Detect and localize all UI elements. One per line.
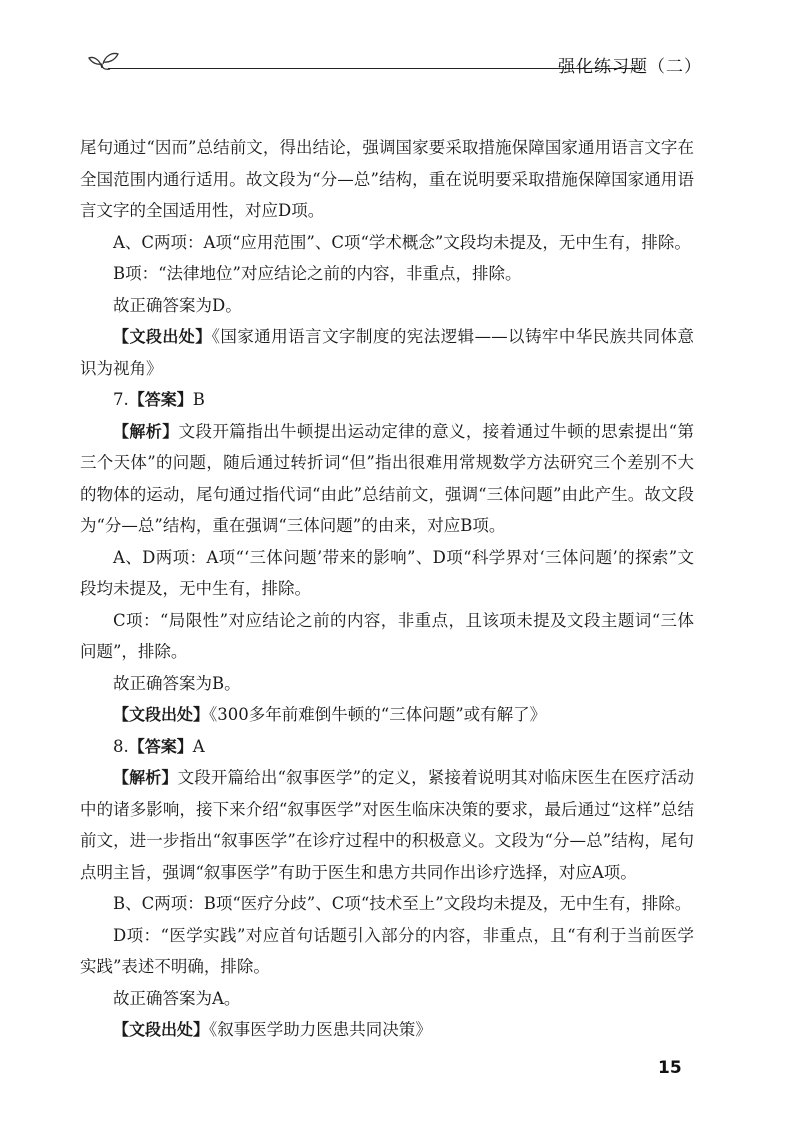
paragraph-text: A、D两项：A项“‘三体问题’带来的影响”、D项“科学界对‘三体问题’的探索”文段均未提及，无中生有，排除。 [80, 547, 694, 598]
running-header [88, 42, 702, 82]
paragraph [80, 227, 694, 259]
analysis-paragraph [80, 416, 694, 542]
paragraph-text: 文段开篇指出牛顿提出运动定律的意义，接着通过牛顿的思索提出“第三个天体”的问题，随后通过转折词“但”指出很难用常规数学方法研究三个差别不大的物体的运动，尾句通过指代词“由此”总结前文，强调“三体问题”由此产生。故文段为“分—总”结构，重在强调“三体问题”的由来，对应B项。 [80, 421, 694, 535]
paragraph-text: 故正确答案为D。 [113, 295, 242, 315]
paragraph-text: D项：“医学实践”对应首句话题引入部分的内容，非重点，且“有利于当前医学实践”表述不明确，排除。 [80, 925, 694, 976]
source-tag: 【文段出处】 [113, 327, 212, 346]
paragraph-text: 故正确答案为A。 [113, 988, 241, 1008]
paragraph [80, 290, 694, 322]
paragraph-text: C项：“局限性”对应结论之前的内容，非重点，且该项未提及文段主题词“三体问题”，排除。 [80, 610, 694, 661]
answer-value: B [192, 390, 205, 409]
paragraph-text: 尾句通过“因而”总结前文，得出结论，强调国家要采取措施保障国家通用语言文字在全国范围内通行适用。故文段为“分—总”结构，重在说明要采取措施保障国家通用语言文字的全国适用性，对应D项。 [80, 138, 694, 220]
answer-tag: 【答案】 [128, 390, 193, 409]
question-number: 7. [113, 390, 129, 409]
source-text: 《300多年前难倒牛顿的“三体问题”或有解了》 [209, 705, 547, 724]
paragraph-text: 文段开篇给出“叙事医学”的定义，紧接着说明其对临床医生在医疗活动中的诸多影响，接下来介绍“叙事医学”对医生临床决策的要求，最后通过“这样”总结前文，进一步指出“叙事医学”在诊疗过程中的积极意义。文段为“分—总”结构，尾句点明主旨，强调“叙事医学”有助于医生和患方共同作出诊疗选择，对应A项。 [80, 768, 694, 882]
analysis-tag: 【解析】 [113, 768, 178, 787]
paragraph-text: B项：“法律地位”对应结论之前的内容，非重点，排除。 [113, 264, 522, 283]
source-text: 《叙事医学助力医患共同决策》 [209, 1020, 432, 1039]
paragraph [80, 920, 694, 983]
answer-line [80, 731, 694, 763]
paragraph [80, 983, 694, 1015]
answer-value: A [192, 736, 205, 756]
page-number: 15 [658, 1058, 682, 1078]
paragraph-text: B、C两项：B项“医疗分歧”、C项“技术至上”文段均未提及，无中生有，排除。 [113, 894, 692, 913]
page-body [80, 132, 694, 1046]
paragraph-text: 故正确答案为B。 [113, 673, 241, 693]
source-line [80, 1014, 694, 1046]
answer-line [80, 384, 694, 416]
source-tag: 【文段出处】 [113, 1020, 210, 1039]
question-number: 8. [113, 736, 129, 756]
source-tag: 【文段出处】 [113, 705, 210, 724]
source-line [80, 321, 694, 384]
source-line [80, 699, 694, 731]
analysis-paragraph [80, 762, 694, 888]
paragraph [80, 605, 694, 668]
paragraph [80, 668, 694, 700]
answer-tag: 【答案】 [128, 736, 193, 756]
analysis-tag: 【解析】 [113, 421, 179, 441]
header-title: 强化练习题（二） [558, 57, 702, 77]
paragraph [80, 132, 694, 227]
sprout-icon [88, 42, 122, 82]
paragraph [80, 888, 694, 920]
source-text: 《国家通用语言文字制度的宪法逻辑——以铸牢中华民族共同体意识为视角》 [80, 327, 694, 378]
paragraph-text: A、C两项：A项“应用范围”、C项“学术概念”文段均未提及，无中生有，排除。 [113, 232, 691, 252]
paragraph [80, 258, 694, 290]
paragraph [80, 542, 694, 605]
